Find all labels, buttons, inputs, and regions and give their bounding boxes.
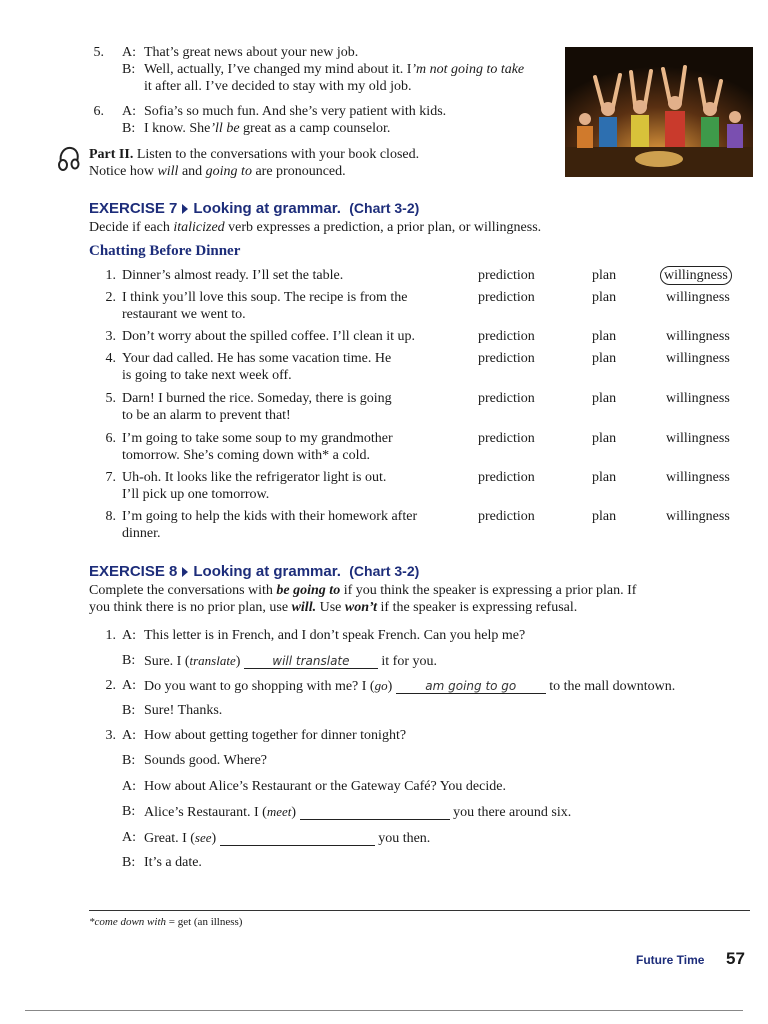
text-segment: if you think the speaker is expressing a prior plan. If [343, 583, 637, 598]
speaker-label: B: [122, 855, 136, 870]
text-segment: you think there is no prior plan, use [89, 600, 289, 615]
item-number: 5. [93, 45, 104, 60]
dialog-line-cont: it after all. I’ve decided to stay with my old job. [144, 79, 412, 94]
option-plan[interactable]: plan [592, 470, 617, 485]
text-segment: ) [235, 654, 241, 669]
speaker-label: A: [122, 45, 136, 60]
exercise-number: EXERCISE 8 [89, 563, 178, 580]
option-prediction[interactable]: prediction [478, 329, 535, 344]
part-2-instruction [89, 146, 419, 163]
bold-italic-phrase: be going to [276, 583, 341, 598]
dialog-line [144, 652, 437, 670]
text-segment: ) [291, 805, 297, 820]
text-segment: How about getting together for dinner tonight? [144, 728, 407, 743]
text-segment: ) [211, 831, 217, 846]
dialog-line [144, 627, 525, 644]
option-willingness[interactable]: willingness [666, 391, 730, 406]
sentence-line-cont: dinner. [122, 526, 161, 541]
italic-word: italicized [173, 220, 225, 235]
text-segment: Complete the conversations with [89, 583, 273, 598]
text-segment: I know. She [144, 121, 211, 136]
dialog-line [144, 677, 675, 695]
text-segment: to the mall downtown. [549, 679, 676, 694]
item-number: 7. [105, 470, 116, 485]
campfire-photo [565, 47, 753, 177]
exercise-7-subtitle: Chatting Before Dinner [89, 243, 241, 259]
text-segment: It’s a date. [144, 855, 202, 870]
text-segment: great as a camp counselor. [243, 121, 391, 136]
option-prediction[interactable]: prediction [478, 351, 535, 366]
text-segment: if the speaker is expressing refusal. [380, 600, 578, 615]
answer-blank[interactable] [220, 831, 375, 846]
sentence-line: I think you’ll love this soup. The recipe is from the [122, 290, 408, 305]
text-segment: This letter is in French, and I don’t speak French. Can you help me? [144, 628, 526, 643]
dialog-line [144, 61, 524, 78]
item-number: 8. [105, 509, 116, 524]
part-label: Part II. [89, 147, 134, 162]
sentence-line: Uh-oh. It looks like the refrigerator light is out. [122, 470, 387, 485]
dialog-line [144, 702, 222, 719]
speaker-label: A: [122, 678, 136, 693]
item-number: 1. [105, 628, 116, 643]
item-number: 3. [105, 728, 116, 743]
option-willingness[interactable]: willingness [666, 470, 730, 485]
speaker-label: A: [122, 830, 136, 845]
dialog-line [144, 727, 406, 744]
sentence-line-cont: I’ll pick up one tomorrow. [122, 487, 270, 502]
speaker-label: A: [122, 779, 136, 794]
verb-cue: go [374, 678, 388, 693]
exercise-8-instructions [89, 582, 636, 599]
sentence-line-cont: to be an alarm to prevent that! [122, 408, 291, 423]
sentence-line-cont: is going to take next week off. [122, 368, 292, 383]
text-segment: you there around six. [453, 805, 572, 820]
dialog-line [144, 803, 571, 821]
exercise-8-instructions-cont [89, 599, 577, 616]
option-prediction[interactable]: prediction [478, 431, 535, 446]
text-segment: How about Alice’s Restaurant or the Gateway Café? You decide. [144, 779, 506, 794]
speaker-label: A: [122, 628, 136, 643]
option-willingness[interactable]: willingness [666, 329, 730, 344]
chart-reference: (Chart 3-2) [349, 563, 420, 579]
sentence-line: Darn! I burned the rice. Someday, there is going [122, 391, 392, 406]
part-2-instruction-cont [89, 163, 346, 180]
option-prediction[interactable]: prediction [478, 470, 535, 485]
speaker-label: B: [122, 121, 136, 136]
item-number: 5. [105, 391, 116, 406]
text-segment: ) [387, 679, 393, 694]
exercise-title: Looking at grammar. [193, 563, 341, 580]
option-willingness[interactable]: willingness [666, 509, 730, 524]
speaker-label: B: [122, 753, 136, 768]
option-willingness[interactable]: willingness [666, 351, 730, 366]
dialog-line [144, 854, 202, 871]
option-plan[interactable]: plan [592, 509, 617, 524]
italic-word: going to [205, 164, 252, 179]
item-number: 4. [105, 351, 116, 366]
item-number: 2. [105, 290, 116, 305]
speaker-label: B: [122, 653, 136, 668]
verb-cue: meet [266, 804, 292, 819]
exercise-7-instructions [89, 219, 541, 236]
text-segment: Notice how [89, 164, 154, 179]
triangle-icon [182, 204, 188, 214]
text-segment: Use [319, 600, 342, 615]
option-willingness[interactable]: willingness [666, 431, 730, 446]
sentence-line: Your dad called. He has some vacation time. He [122, 351, 392, 366]
section-title: Future Time [636, 953, 705, 967]
headphones-icon[interactable] [57, 145, 81, 178]
option-plan[interactable]: plan [592, 290, 617, 305]
bold-italic-word: won’t [344, 600, 378, 615]
bold-italic-word: will. [291, 600, 317, 615]
footnote-term: *come down with [89, 916, 166, 928]
italic-verb: ’m not going to take [411, 62, 525, 77]
item-number: 3. [105, 329, 116, 344]
text-segment: Listen to the conversations with your book closed. [136, 147, 420, 162]
answer-blank-filled[interactable]: am going to go [396, 679, 546, 694]
sentence-line-cont: tomorrow. She’s coming down with* a cold. [122, 448, 370, 463]
chart-reference: (Chart 3-2) [349, 200, 420, 216]
option-plan[interactable]: plan [592, 431, 617, 446]
dialog-line [144, 752, 267, 769]
option-plan[interactable]: plan [592, 268, 617, 283]
text-segment: verb expresses a prediction, a prior plan, or willingness. [228, 220, 542, 235]
item-number: 6. [93, 104, 104, 119]
verb-cue: translate [189, 653, 236, 668]
exercise-8-heading [89, 563, 419, 580]
text-segment: Sounds good. Where? [144, 753, 267, 768]
dialog-line [144, 829, 430, 847]
text-segment: Great. I ( [144, 831, 195, 846]
footnote-divider [89, 910, 750, 911]
answer-blank-filled[interactable]: will translate [244, 654, 378, 669]
option-willingness[interactable]: willingness [666, 290, 730, 305]
sentence-line: Don’t worry about the spilled coffee. I’ll clean it up. [122, 329, 416, 344]
text-segment: Do you want to go shopping with me? I ( [144, 679, 375, 694]
option-plan[interactable]: plan [592, 351, 617, 366]
speaker-label: A: [122, 104, 136, 119]
text-segment: Alice’s Restaurant. I ( [144, 805, 267, 820]
speaker-label: B: [122, 62, 136, 77]
dialog-line: Sofia’s so much fun. And she’s very patient with kids. [144, 104, 447, 119]
footnote-definition: = get (an illness) [168, 916, 243, 928]
item-number: 1. [105, 268, 116, 283]
exercise-title: Looking at grammar. [193, 200, 341, 217]
dialog-line [144, 778, 506, 795]
exercise-number: EXERCISE 7 [89, 200, 178, 217]
sentence-line-cont: restaurant we went to. [122, 307, 246, 322]
footnote [89, 916, 242, 928]
speaker-label: B: [122, 804, 136, 819]
option-prediction[interactable]: prediction [478, 509, 535, 524]
page-bottom-rule [25, 1010, 743, 1011]
text-segment: you then. [378, 831, 431, 846]
text-segment: Sure. I ( [144, 654, 190, 669]
triangle-icon [182, 567, 188, 577]
item-number: 6. [105, 431, 116, 446]
option-prediction[interactable]: prediction [478, 268, 535, 283]
speaker-label: A: [122, 728, 136, 743]
option-plan[interactable]: plan [592, 391, 617, 406]
text-segment: are pronounced. [255, 164, 346, 179]
item-number: 2. [105, 678, 116, 693]
text-segment: Sure! Thanks. [144, 703, 223, 718]
option-willingness-circled[interactable]: willingness [660, 266, 732, 285]
italic-word: will [157, 164, 179, 179]
italic-verb: ’ll be [210, 121, 240, 136]
answer-blank[interactable] [300, 805, 450, 820]
text-segment: Decide if each [89, 220, 170, 235]
sentence-line: I’m going to take some soup to my grandmother [122, 431, 393, 446]
option-prediction[interactable]: prediction [478, 391, 535, 406]
option-plan[interactable]: plan [592, 329, 617, 344]
speaker-label: B: [122, 703, 136, 718]
dialog-line: That’s great news about your new job. [144, 45, 359, 60]
page-number: 57 [726, 949, 745, 968]
sentence-line: I’m going to help the kids with their homework after [122, 509, 418, 524]
text-segment: and [181, 164, 203, 179]
dialog-line [144, 120, 390, 137]
sentence-line: Dinner’s almost ready. I’ll set the table. [122, 268, 344, 283]
option-prediction[interactable]: prediction [478, 290, 535, 305]
text-segment: it for you. [381, 654, 438, 669]
verb-cue: see [194, 830, 212, 845]
text-segment: Well, actually, I’ve changed my mind about it. I [144, 62, 412, 77]
exercise-7-heading [89, 200, 419, 217]
